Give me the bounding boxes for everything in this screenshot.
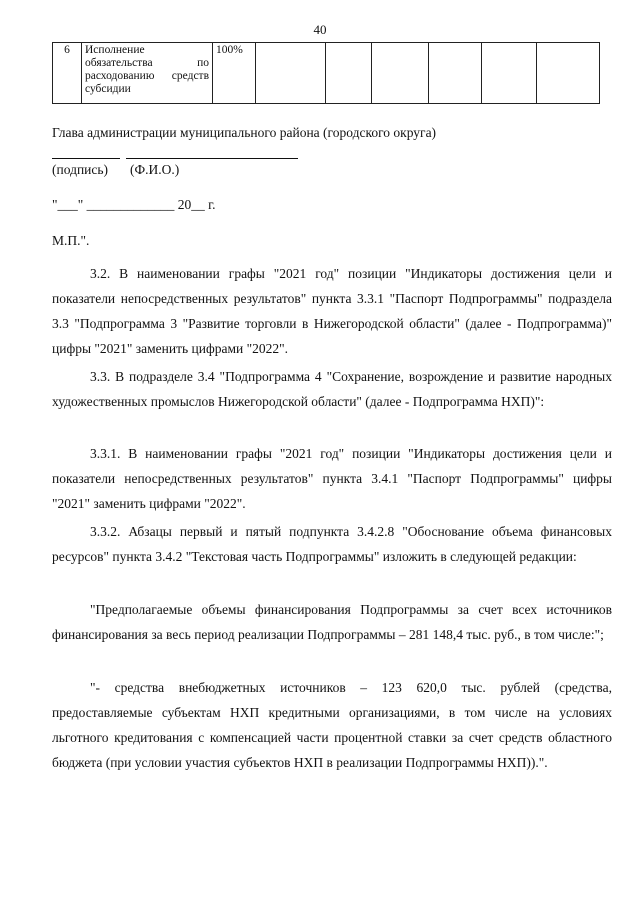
signature-line	[52, 158, 120, 159]
indicator-value-cell: 100%	[213, 43, 256, 104]
paragraph-3-3-2: 3.3.2. Абзацы первый и пятый подпункта 3.4.2.8 "Обоснование объема финансовых ресурсов" пункта 3.4.2 "Текстовая часть Подпрограммы" изложить в следующей редакции:	[52, 524, 612, 564]
indicator-table	[52, 42, 600, 104]
empty-cell	[429, 43, 482, 104]
stamp-label: М.П.".	[52, 233, 90, 248]
paragraph-3-3: 3.3. В подразделе 3.4 "Подпрограмма 4 "Сохранение, возрождение и развитие народных художественных промыслов Нижегородской области" (далее - Подпрограмма НХП)":	[52, 369, 612, 409]
signature-label: (подпись)	[52, 162, 109, 177]
empty-cell	[537, 43, 600, 104]
paragraph-3-2: 3.2. В наименовании графы "2021 год" позиции "Индикаторы достижения цели и показатели непосредственных результатов" пункта 3.3.1 "Паспорт Подпрограммы" подраздела 3.3 "Подпрограмма 3 "Развитие торговли в Нижегородской области" (далее - Подпрограмма)" цифры "2021" заменить цифрами "2022".	[52, 266, 612, 356]
empty-cell	[256, 43, 326, 104]
indicator-name-cell: Исполнение обязательства по расходованию средств субсидии	[82, 43, 213, 104]
quote-paragraph-1: "Предполагаемые объемы финансирования Подпрограммы за счет всех источников финансирования за весь период реализации Подпрограммы – 281 148,4 тыс. руб., в том числе:";	[52, 602, 612, 642]
table-row	[53, 43, 600, 104]
head-title: Глава администрации муниципального района (городского округа)	[52, 125, 437, 140]
fio-line	[126, 158, 298, 159]
quote-paragraph-2: "- средства внебюджетных источников – 123 620,0 тыс. рублей (средства, предоставляемые субъектам НХП кредитными организациями, в том числе на условиях льготного кредитования с компенсацией части процентной ставки за счет средств областного бюджета (при условии участия субъектов НХП в реализации Подпрограммы НХП)).".	[52, 680, 612, 770]
paragraph-3-3-1: 3.3.1. В наименовании графы "2021 год" позиции "Индикаторы достижения цели и показатели непосредственных результатов" пункта 3.4.1 "Паспорт Подпрограммы" цифры "2021" заменить цифрами "2022".	[52, 446, 612, 511]
empty-cell	[482, 43, 537, 104]
row-number-cell: 6	[53, 43, 82, 104]
fio-label: (Ф.И.О.)	[130, 162, 180, 177]
empty-cell	[372, 43, 429, 104]
date-line: "___" _____________ 20__ г.	[52, 197, 216, 212]
page-number: 40	[313, 22, 327, 37]
empty-cell	[326, 43, 372, 104]
